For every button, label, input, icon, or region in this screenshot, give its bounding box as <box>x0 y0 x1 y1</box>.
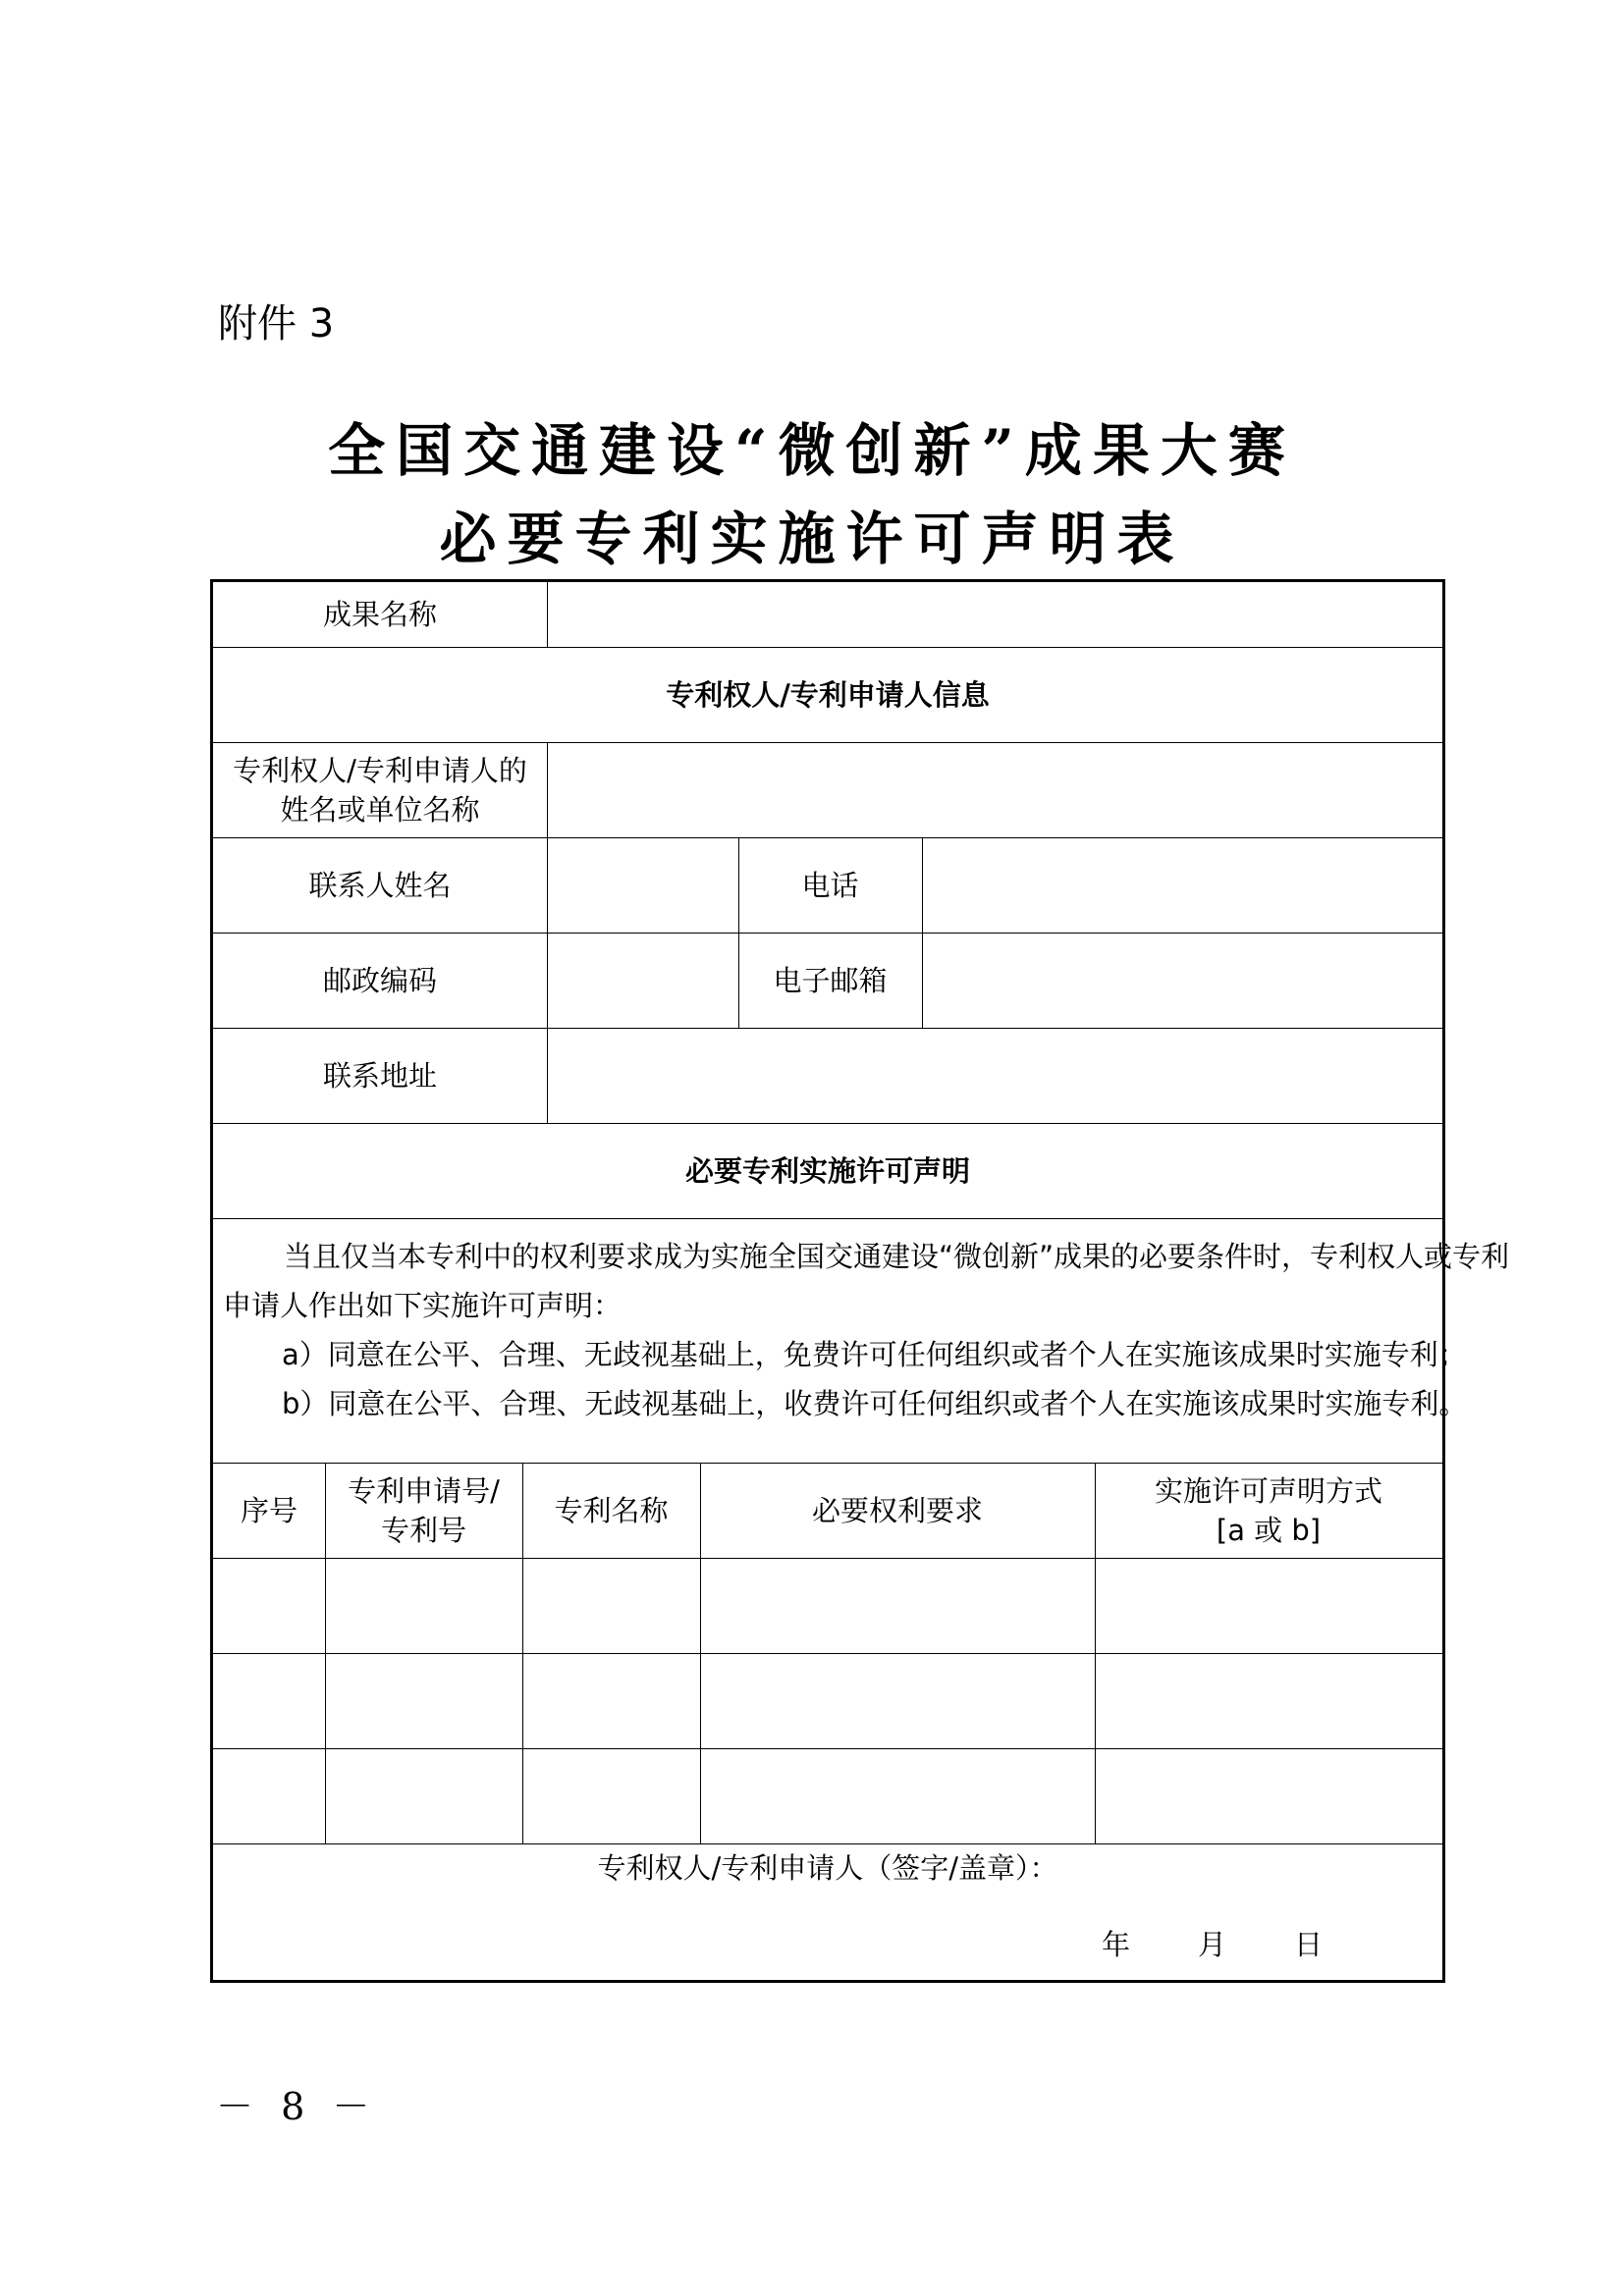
document-title-line1: 全国交通建设“微创新”成果大赛 <box>328 417 1296 484</box>
table-cell-patent-name[interactable] <box>522 1653 700 1748</box>
attachment-label: 附件 3 <box>218 301 335 347</box>
table-cell-claims[interactable] <box>700 1748 1095 1843</box>
postal-code-field[interactable] <box>547 933 738 1028</box>
declaration-paragraph-line1: 当且仅当本专利中的权利要求成为实施全国交通建设“微创新”成果的必要条件时，专利权人或专利 <box>284 1240 1510 1273</box>
document-title-line2: 必要专利实施许可声明表 <box>439 506 1185 572</box>
page-number: － 8 － <box>216 2085 378 2128</box>
table-cell-mode[interactable] <box>1095 1653 1442 1748</box>
signature-label: 专利权人/专利申请人（签字/盖章）： <box>597 1851 1058 1885</box>
declaration-option-b: b）同意在公平、合理、无歧视基础上，收费许可任何组织或者个人在实施该成果时实施专利。 <box>282 1387 1468 1420</box>
contact-name-field[interactable] <box>547 837 738 933</box>
table-cell-seq[interactable] <box>213 1653 325 1748</box>
table-cell-patent-name[interactable] <box>522 1748 700 1843</box>
contact-name-label: 联系人姓名 <box>308 868 452 902</box>
table-header-app-no <box>325 1463 522 1558</box>
holder-name-label <box>213 742 547 837</box>
date-month-label: 月 <box>1198 1928 1227 1961</box>
table-header-claims: 必要权利要求 <box>811 1493 983 1527</box>
achievement-name-label: 成果名称 <box>322 598 437 631</box>
email-field[interactable] <box>922 933 1442 1028</box>
address-field[interactable] <box>547 1028 1442 1123</box>
phone-field[interactable] <box>922 837 1442 933</box>
table-cell-app-no[interactable] <box>325 1653 522 1748</box>
table-header-patent-name: 专利名称 <box>554 1493 669 1527</box>
table-cell-app-no[interactable] <box>325 1558 522 1653</box>
table-cell-claims[interactable] <box>700 1558 1095 1653</box>
holder-name-field[interactable] <box>547 742 1442 837</box>
table-cell-mode[interactable] <box>1095 1558 1442 1653</box>
declaration-option-a: a）同意在公平、合理、无歧视基础上，免费许可任何组织或者个人在实施该成果时实施专利； <box>282 1338 1467 1371</box>
date-year-label: 年 <box>1102 1928 1131 1961</box>
table-cell-seq[interactable] <box>213 1558 325 1653</box>
declaration-text <box>223 1232 1510 1428</box>
table-header-seq: 序号 <box>240 1493 298 1527</box>
postal-code-label: 邮政编码 <box>322 963 437 997</box>
declaration-form <box>210 579 1510 1983</box>
address-label: 联系地址 <box>322 1058 437 1093</box>
table-cell-claims[interactable] <box>700 1653 1095 1748</box>
holder-name-label-line2: 姓名或单位名称 <box>280 792 480 827</box>
table-header-mode <box>1095 1463 1442 1558</box>
table-cell-patent-name[interactable] <box>522 1558 700 1653</box>
row-divider <box>213 1843 1442 1844</box>
table-header-app-no-line2: 专利号 <box>380 1513 466 1547</box>
table-cell-seq[interactable] <box>213 1748 325 1843</box>
phone-label: 电话 <box>801 868 859 902</box>
table-header-app-no-line1: 专利申请号/ <box>348 1473 500 1508</box>
holder-section-title: 专利权人/专利申请人信息 <box>666 677 990 712</box>
row-divider <box>213 1218 1442 1219</box>
achievement-name-field[interactable] <box>547 582 1442 647</box>
date-day-label: 日 <box>1294 1928 1324 1961</box>
declaration-section-title: 必要专利实施许可声明 <box>684 1153 970 1188</box>
declaration-paragraph-line2: 申请人作出如下实施许可声明： <box>223 1289 623 1322</box>
table-cell-app-no[interactable] <box>325 1748 522 1843</box>
table-header-mode-line2: [a 或 b] <box>1216 1513 1322 1547</box>
email-label: 电子邮箱 <box>773 963 888 997</box>
table-cell-mode[interactable] <box>1095 1748 1442 1843</box>
table-header-mode-line1: 实施许可声明方式 <box>1154 1473 1382 1508</box>
holder-name-label-line1: 专利权人/专利申请人的 <box>233 753 527 787</box>
